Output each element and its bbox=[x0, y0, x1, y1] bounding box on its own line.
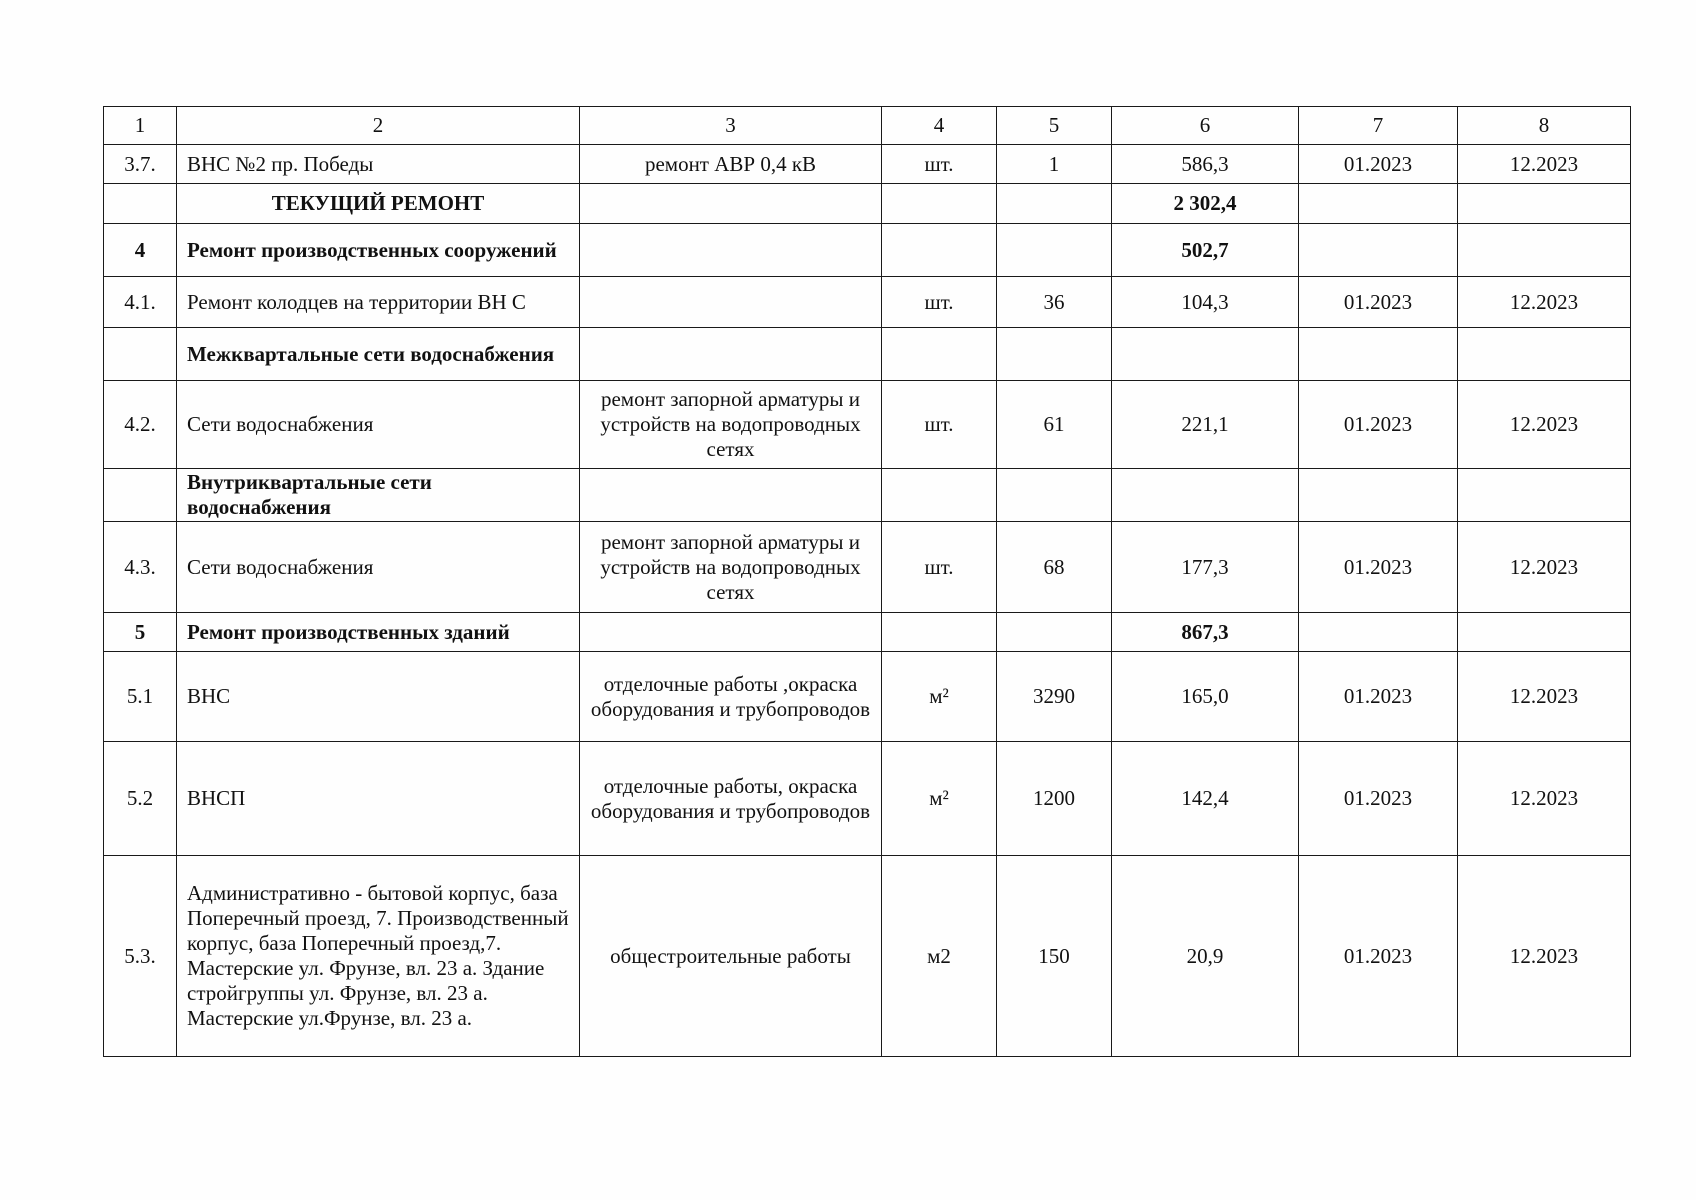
column-header: 2 bbox=[177, 107, 580, 145]
end-date-cell: 12.2023 bbox=[1458, 381, 1631, 469]
row-number: 4.3. bbox=[104, 522, 177, 613]
cost-cell: 165,0 bbox=[1112, 652, 1299, 742]
work-description bbox=[580, 184, 882, 224]
row-number: 4.1. bbox=[104, 277, 177, 328]
work-description bbox=[580, 328, 882, 381]
subgroup-row bbox=[104, 328, 1631, 381]
object-name: Административно - бытовой корпус, база Поперечный проезд, 7. Производственный корпус, база Поперечный проезд,7. Мастерские ул. Фрунзе, вл. 23 а. Здание стройгруппы ул. Фрунзе, вл. 23 а. Мастерские ул.Фрунзе, вл. 23 а. bbox=[177, 856, 580, 1057]
column-header: 1 bbox=[104, 107, 177, 145]
cost-cell: 177,3 bbox=[1112, 522, 1299, 613]
quantity-cell bbox=[997, 469, 1112, 522]
quantity-cell: 68 bbox=[997, 522, 1112, 613]
work-description: отделочные работы ,окраска оборудования и трубопроводов bbox=[580, 652, 882, 742]
end-date-cell bbox=[1458, 224, 1631, 277]
unit-cell bbox=[882, 469, 997, 522]
column-header: 5 bbox=[997, 107, 1112, 145]
section-title: ТЕКУЩИЙ РЕМОНТ bbox=[177, 184, 580, 224]
unit-cell: м² bbox=[882, 652, 997, 742]
start-date-cell: 01.2023 bbox=[1299, 145, 1458, 184]
end-date-cell: 12.2023 bbox=[1458, 856, 1631, 1057]
quantity-cell: 150 bbox=[997, 856, 1112, 1057]
row-number: 4 bbox=[104, 224, 177, 277]
object-name: Сети водоснабжения bbox=[177, 381, 580, 469]
work-description: ремонт запорной арматуры и устройств на водопроводных сетях bbox=[580, 381, 882, 469]
column-header: 7 bbox=[1299, 107, 1458, 145]
object-name: ВНСП bbox=[177, 742, 580, 856]
unit-cell: шт. bbox=[882, 277, 997, 328]
quantity-cell: 61 bbox=[997, 381, 1112, 469]
end-date-cell: 12.2023 bbox=[1458, 522, 1631, 613]
start-date-cell: 01.2023 bbox=[1299, 522, 1458, 613]
quantity-cell bbox=[997, 224, 1112, 277]
end-date-cell bbox=[1458, 469, 1631, 522]
subgroup-title: Межквартальные сети водоснабжения bbox=[177, 328, 580, 381]
work-description bbox=[580, 277, 882, 328]
quantity-cell bbox=[997, 613, 1112, 652]
row-number: 4.2. bbox=[104, 381, 177, 469]
start-date-cell bbox=[1299, 469, 1458, 522]
table-row bbox=[104, 652, 1631, 742]
work-description bbox=[580, 613, 882, 652]
work-description bbox=[580, 224, 882, 277]
work-description: ремонт АВР 0,4 кВ bbox=[580, 145, 882, 184]
end-date-cell bbox=[1458, 328, 1631, 381]
unit-cell: шт. bbox=[882, 145, 997, 184]
cost-cell: 142,4 bbox=[1112, 742, 1299, 856]
start-date-cell: 01.2023 bbox=[1299, 277, 1458, 328]
unit-cell bbox=[882, 224, 997, 277]
cost-cell: 502,7 bbox=[1112, 224, 1299, 277]
row-number bbox=[104, 469, 177, 522]
quantity-cell: 1200 bbox=[997, 742, 1112, 856]
table-row bbox=[104, 277, 1631, 328]
row-number: 5.2 bbox=[104, 742, 177, 856]
column-header: 3 bbox=[580, 107, 882, 145]
group-title: Ремонт производственных зданий bbox=[177, 613, 580, 652]
row-number: 3.7. bbox=[104, 145, 177, 184]
column-header: 4 bbox=[882, 107, 997, 145]
cost-cell: 586,3 bbox=[1112, 145, 1299, 184]
unit-cell bbox=[882, 328, 997, 381]
object-name: ВНС №2 пр. Победы bbox=[177, 145, 580, 184]
row-number bbox=[104, 184, 177, 224]
table-row bbox=[104, 742, 1631, 856]
column-header: 6 bbox=[1112, 107, 1299, 145]
quantity-cell bbox=[997, 184, 1112, 224]
row-number: 5.1 bbox=[104, 652, 177, 742]
quantity-cell: 1 bbox=[997, 145, 1112, 184]
end-date-cell: 12.2023 bbox=[1458, 145, 1631, 184]
end-date-cell bbox=[1458, 613, 1631, 652]
cost-cell: 867,3 bbox=[1112, 613, 1299, 652]
table-row bbox=[104, 856, 1631, 1057]
cost-cell: 221,1 bbox=[1112, 381, 1299, 469]
work-description: отделочные работы, окраска оборудования и трубопроводов bbox=[580, 742, 882, 856]
row-number: 5.3. bbox=[104, 856, 177, 1057]
quantity-cell: 3290 bbox=[997, 652, 1112, 742]
column-header: 8 bbox=[1458, 107, 1631, 145]
object-name: Ремонт колодцев на территории ВН С bbox=[177, 277, 580, 328]
unit-cell: м2 bbox=[882, 856, 997, 1057]
unit-cell bbox=[882, 184, 997, 224]
table-header-row bbox=[104, 107, 1631, 145]
group-row bbox=[104, 613, 1631, 652]
start-date-cell bbox=[1299, 224, 1458, 277]
quantity-cell bbox=[997, 328, 1112, 381]
row-number bbox=[104, 328, 177, 381]
table-row bbox=[104, 522, 1631, 613]
group-row bbox=[104, 224, 1631, 277]
start-date-cell: 01.2023 bbox=[1299, 652, 1458, 742]
unit-cell: шт. bbox=[882, 522, 997, 613]
cost-cell: 20,9 bbox=[1112, 856, 1299, 1057]
work-description: общестроительные работы bbox=[580, 856, 882, 1057]
start-date-cell bbox=[1299, 328, 1458, 381]
subgroup-row bbox=[104, 469, 1631, 522]
unit-cell: шт. bbox=[882, 381, 997, 469]
cost-cell: 104,3 bbox=[1112, 277, 1299, 328]
cost-cell: 2 302,4 bbox=[1112, 184, 1299, 224]
start-date-cell: 01.2023 bbox=[1299, 742, 1458, 856]
subgroup-title: Внутриквартальные сети водоснабжения bbox=[177, 469, 580, 522]
object-name: ВНС bbox=[177, 652, 580, 742]
start-date-cell: 01.2023 bbox=[1299, 856, 1458, 1057]
start-date-cell bbox=[1299, 613, 1458, 652]
table-row bbox=[104, 145, 1631, 184]
section-total-row bbox=[104, 184, 1631, 224]
start-date-cell: 01.2023 bbox=[1299, 381, 1458, 469]
end-date-cell bbox=[1458, 184, 1631, 224]
cost-cell bbox=[1112, 328, 1299, 381]
end-date-cell: 12.2023 bbox=[1458, 652, 1631, 742]
row-number: 5 bbox=[104, 613, 177, 652]
table-row bbox=[104, 381, 1631, 469]
unit-cell: м² bbox=[882, 742, 997, 856]
start-date-cell bbox=[1299, 184, 1458, 224]
end-date-cell: 12.2023 bbox=[1458, 742, 1631, 856]
work-description: ремонт запорной арматуры и устройств на водопроводных сетях bbox=[580, 522, 882, 613]
cost-cell bbox=[1112, 469, 1299, 522]
end-date-cell: 12.2023 bbox=[1458, 277, 1631, 328]
group-title: Ремонт производственных сооружений bbox=[177, 224, 580, 277]
work-description bbox=[580, 469, 882, 522]
quantity-cell: 36 bbox=[997, 277, 1112, 328]
object-name: Сети водоснабжения bbox=[177, 522, 580, 613]
repair-plan-table bbox=[103, 106, 1631, 1057]
unit-cell bbox=[882, 613, 997, 652]
